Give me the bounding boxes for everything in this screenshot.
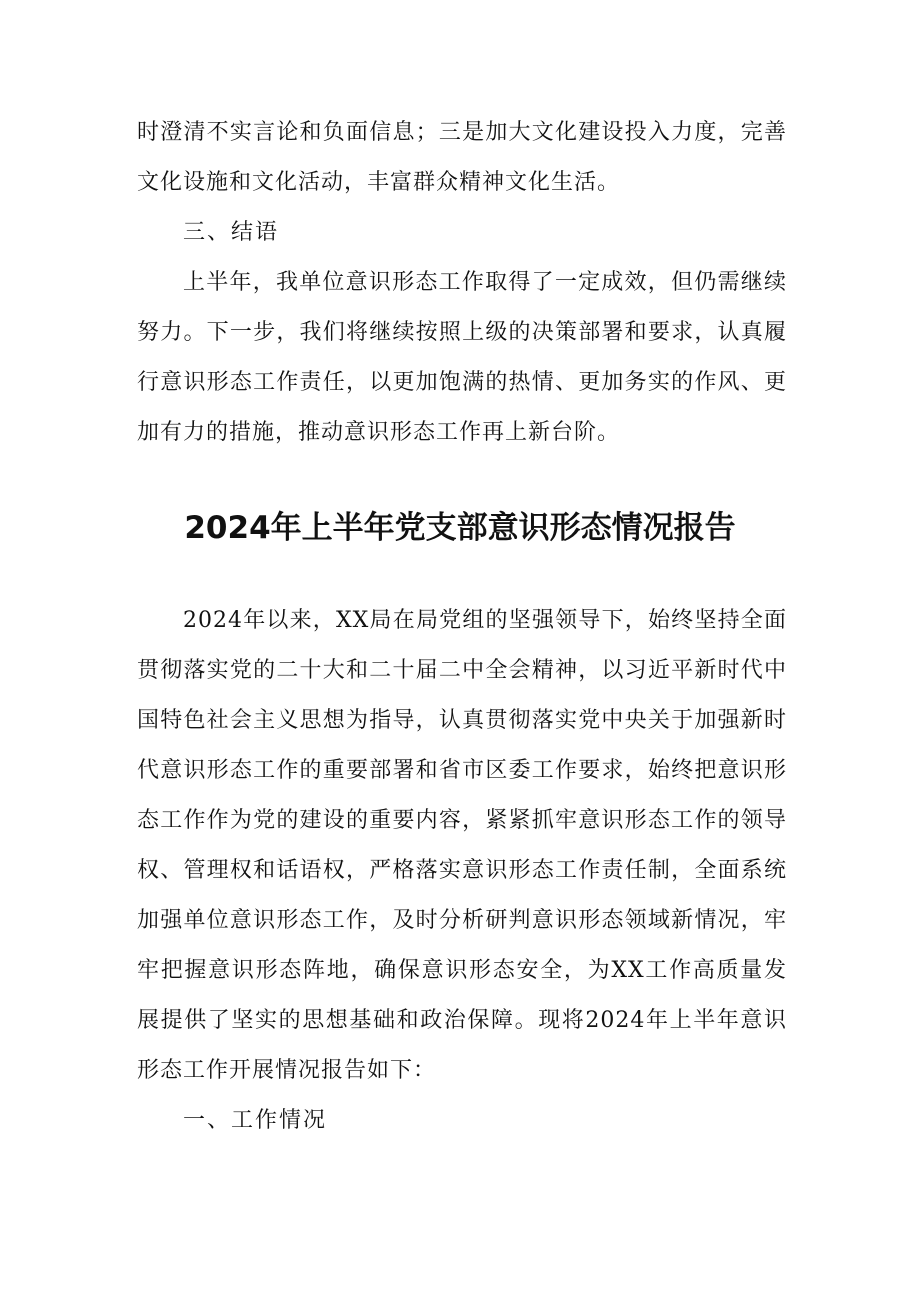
- conclusion-heading: 三、结语: [183, 220, 280, 245]
- report-title: 2024年上半年党支部意识形态情况报告: [184, 510, 736, 546]
- section-heading-work: 一、工作情况: [183, 1108, 328, 1133]
- conclusion-paragraph: 上半年，我单位意识形态工作取得了一定成效，但仍需继续努力。下一步，我们将继续按照上级的决策部署和要求，认真履行意识形态工作责任，以更加饱满的热情、更加务实的作风、更加有力的措施，推动意识形态工作再上新台阶。: [137, 270, 787, 445]
- intro-paragraph: 2024年以来，XX局在局党组的坚强领导下，始终坚持全面贯彻落实党的二十大和二十届二中全会精神，以习近平新时代中国特色社会主义思想为指导，认真贯彻落实党中央关于加强新时代意识形态工作的重要部署和省市区委工作要求，始终把意识形态工作作为党的建设的重要内容，紧紧抓牢意识形态工作的领导权、管理权和话语权，严格落实意识形态工作责任制，全面系统加强单位意识形态工作，及时分析研判意识形态领域新情况，牢牢把握意识形态阵地，确保意识形态安全，为XX工作高质量发展提供了坚实的思想基础和政治保障。现将2024年上半年意识形态工作开展情况报告如下：: [137, 608, 787, 1083]
- previous-section: [137, 108, 787, 458]
- continued-paragraph: 时澄清不实言论和负面信息；三是加大文化建设投入力度，完善文化设施和文化活动，丰富群众精神文化生活。: [137, 120, 787, 195]
- report-body: [137, 596, 787, 1146]
